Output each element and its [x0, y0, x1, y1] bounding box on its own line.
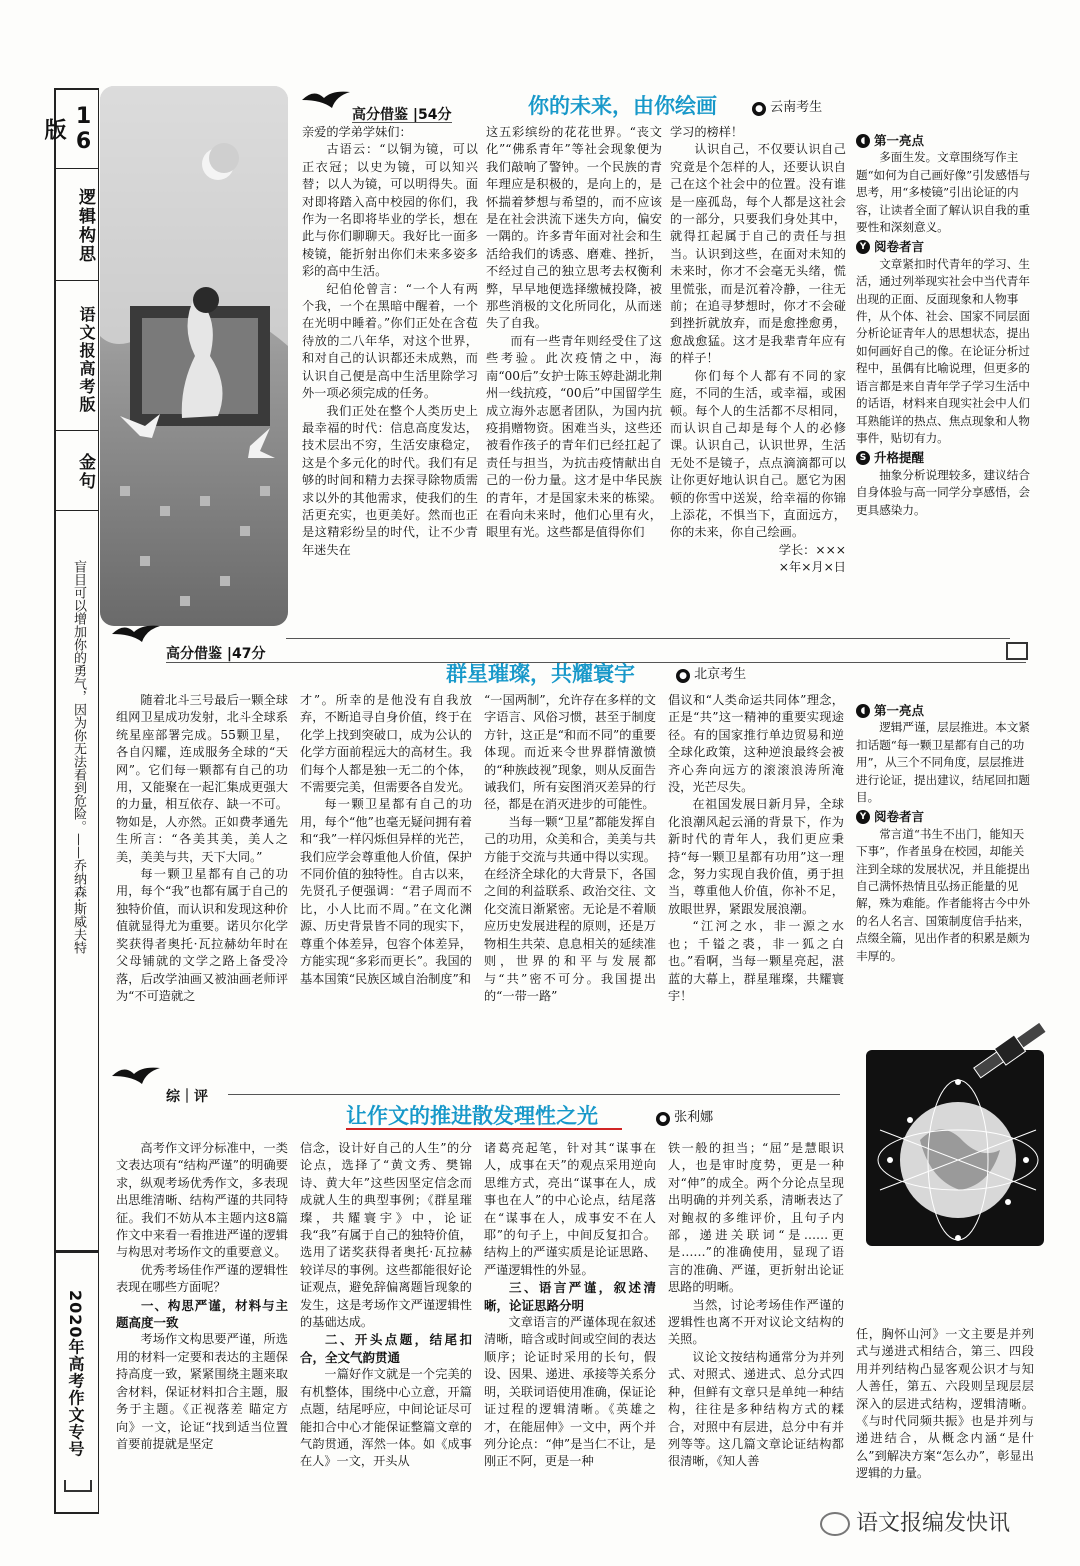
- section-label: 高分借鉴 |47分: [166, 646, 266, 662]
- note-grader: Y 阅卷者言: [856, 238, 1034, 255]
- article3-col3: 诸葛亮起笔，针对其“谋事在人，成事在天”的观点采用逆向思维方式，亮出“谋事在人，成事也在人”的中心论点，结尾落在“谋事在人，成事安不在人耶”的句子上，中间反复扣合。结构上的严谨实质是论证思路、严谨逻辑性的外显。 三、语言严谨，叙述清晰，论证思路分明 文章语言的严谨体现在叙述清晰，暗含或时间或空间的表达顺序；论证时采用的长句，假设、因果、递进、承接等关系分明，关联词语使用准确，保证论证过程的逻辑清晰。《英雄之才，在能屈伸》一文中，两个并列分论点：“伸”是当仁不让，是刚正不阿，更是一种: [484, 1141, 656, 1469]
- subheading: 一、构思严谨，材料与主题高度一致: [116, 1297, 288, 1331]
- article3-col2: 信念，设计好自己的人生”的分论点，选择了“黄文秀、樊锦诗、黄大年”这些因坚定信念而成就人生的典型事例；《群星璀璨，共耀寰宇》中，论证我“我”有属于自己的独特价值，选用了诺奖获得者奥托·瓦拉赫较详尽的事例。这些都能很好论证观点，避免辞偏离题旨现象的发生，这是考场作文严谨逻辑性的基础达成。 二、开头点题，结尾扣合，全文气韵贯通 一篇好作文就是一个完美的有机整体，围绕中心立意，开篇点题，结尾呼应，中间论证尽可能扣合中心才能保证整篇文章的气韵贯通，浑然一体。如《成事在人》一文，开头从: [300, 1141, 472, 1469]
- article2-col3: “一国两制”，允许存在多样的文字语言、风俗习惯，甚至于制度方针，这正是“和而不同”的重要体现。而近来令世界群情激愤的“种族歧视”现象，则从反面告诫我们，所有妄图消灭差异的行径，都是在消灭进步的可能性。 当每一颗“卫星”都能发挥自己的功用，众美和合，美美与共方能于交流与共通中得以实现。在经济全球化的大背景下，各国之间的利益联系、政治交往、文化交流日渐紧密。无论是不着顺应历史发展进程的原则，还是万物相生共荣、息息相关的延续准则，世界的和平与发展都与“共”密不可分。我国提出的“一带一路”: [484, 693, 656, 1003]
- article3-col4: 铁一般的担当；“屈”是慧眼识人，也是审时度势，更是一种对“伸”的成全。两个分论点呈现出明确的并列关系，清晰表达了对鲍叔的多维评价，且句子内部，递进关联词“是……更是……”的准确使用，显现了语言的准确、严谨，更折射出论证思路的明晰。 当然，讨论考场佳作严谨的逻辑性也离不开对议论文结构的关照。 议论文按结构通常分为并列式、对照式、递进式、总分式四种，但鲜有文章只是单纯一种结构，往往是多种结构方式的糅合，对照中有层进，总分中有并列等等。这几篇文章论证结构都很清晰，《知人善: [668, 1141, 844, 1469]
- section-label: 综｜评: [166, 1089, 208, 1105]
- article1-col1: 亲爱的学弟学妹们： 古语云：“以铜为镜，可以正衣冠；以史为镜，可以知兴替；以人为镜，可以明得失。面对即将踏入高中校园的你们，我作为一名即将毕业的学长，想在此与你们聊聊天。我好比一面多棱镜，能折射出你们未来多姿多彩的高中生活。 纪伯伦曾言：“一个人有两个我，一个在黑暗中醒着，一个在光明中睡着。”你们正处在含苞待放的二八年华，对这个世界，和对自己的认识都还未成熟，而认识自己便是高中生活里除学习外一项必须完成的任务。 我们正处在整个人类历史上最幸福的时代：信息高度发达，技术层出不穷，生活安康稳定，这是个多元化的时代。我们有足够的时间和精力去探寻除物质需求以外的其他需求，使我们的生活更充实，也更美好。然而也正是这精彩纷呈的时代，让不少青年迷失在: [302, 125, 478, 557]
- section-label: 高分借鉴 |54分: [352, 107, 452, 123]
- title-underline: [346, 1128, 622, 1130]
- bird-icon: [112, 1064, 160, 1086]
- speaker-icon: ◖: [856, 134, 870, 148]
- page-number: 16版: [41, 104, 96, 154]
- article2-comments: ◖ 第一亮点 逻辑严谨，层层推进。本文紧扣话题“每一颗卫星都有自己的功用”，从三个不同角度，层层推进进行论证，提出建议，结尾回扣题目。 Y 阅卷者言 常言道“书生不出门，能知天下事”，作者虽身在校园，却能关注到全球的发展状况，并且能提出自己满怀热情且弘扬正能量的见解，殊为难能。作者能将古今中外的名人名言、国策制度信手拈来，点缀全篇，见出作者的积累是颇为丰厚的。: [856, 700, 1034, 1000]
- illustration-girl-moon: [100, 86, 288, 626]
- subheading: 三、语言严谨，叙述清晰，论证思路分明: [484, 1280, 656, 1313]
- note-grader: Y 阅卷者言: [856, 808, 1034, 825]
- wechat-icon: [820, 1512, 850, 1536]
- speaker-icon: ◖: [856, 704, 870, 718]
- y-badge-icon: Y: [856, 240, 870, 254]
- satellite-earth-illustration: [860, 1010, 1050, 1260]
- corner-ornament-icon: [1006, 642, 1028, 660]
- article3-col1: 高考作文评分标准中，一类文表达项有“结构严谨”的明确要求，纵观考场优秀作文，多表现出思维清晰、结构严谨的共同特征。我们不妨从本主题内这8篇作文中来看一看推进严谨的逻辑与构思对考场作文的重要意义。 优秀考场佳作严谨的逻辑性表现在哪些方面呢？ 一、构思严谨，材料与主题高度一致 考场作文构思要严谨，所选用的材料一定要和表达的主题保持高度一致，紧紧围绕主题来取舍材料，保证材料扣合主题，服务于主题。《正视落差 瞄定方向》一文，论证“找到适当位置首要前提就是坚定: [116, 1141, 288, 1451]
- article1-comments: ◖ 第一亮点 多面生发。文章围绕写作主题“如何为自己画好像”引发感悟与思考，用“多棱镜”引出论证的内容，让读者全面了解认识自我的重要性和深刻意义。 Y 阅卷者言 文章紧扣时代青年的学习、生活，通过列举现实社会中当代青年出现的正面、反面现象和人物事件，从个体、社会、国家不同层面分析论证青年人的思想状态，提出如何画好自己的像。在论证分析过程中，虽偶有比喻说理，但更多的语言都是来自青年学子学习生活中的话语，材料来自现实社会中人们耳熟能详的热点、焦点现象和人物事件，贴切有力。 S 升格提醒 抽象分析说理较多，建议结合自身体验与高一同学分享感悟，会更具感染力。: [856, 130, 1034, 610]
- article-title: 群星璀璨，共耀寰宇: [446, 662, 635, 686]
- article1-col3: 学习的榜样！ 认识自己，不仅要认识自己究竟是个怎样的人，还要认识自己在这个社会中的位置。没有谁是一座孤岛，每个人都是这社会的一部分，只要我们身处其中，就得扛起属于自己的责任与担当。认识到这些，在面对未知的未来时，你才不会毫无头绪，慌里慌张，而是沉着冷静，一往无前；在追寻梦想时，你才不会碰到挫折就放弃，而是愈挫愈勇，愈战愈猛。这才是我辈青年应有的样子！ 你们每个人都有不同的家庭，不同的生活，或幸福，或困顿。每个人的生活都不尽相同，而认识自己却是每个人的必修课。认识自己，认识世界，生活无处不是镜子，点点滴滴都可以让你更好地认识自己。愿它为困顿的你雪中送炭，给幸福的你锦上添花，不惧当下，直面远方，你的未来，你自己绘画。 学长：××× ×年×月×日: [670, 125, 846, 575]
- special-issue-label: 2020年高考作文专号: [66, 1290, 85, 1458]
- author: ● 云南考生: [752, 96, 822, 116]
- paper-name: 语文报高考版: [77, 306, 96, 414]
- bird-icon: [302, 88, 350, 110]
- watermark: 语文报编发快讯: [820, 1506, 1010, 1537]
- s-badge-icon: S: [856, 451, 870, 465]
- article-title: 让作文的推进散发理性之光: [346, 1104, 598, 1128]
- golden-quote: 盲目可以增加你的勇气，因为你无法看到危险。——乔纳森·斯威夫特: [71, 560, 86, 955]
- note-upgrade: S 升格提醒: [856, 449, 1034, 466]
- column-name: 金句: [75, 453, 95, 491]
- left-rail: [41, 88, 99, 1514]
- article3-col5: 任，胸怀山河》一文主要是并列式与递进式相结合，第三、四段用并列结构凸显客观公识才与知人善任，第五、六段则呈现层层深入的层进式结构，逻辑清晰。《与时代同频共振》也是并列与递进结合，从概念内涵“是什么”到解决方案“怎么办”，彰显出逻辑的力量。: [856, 1327, 1034, 1481]
- article1-col2: 这五彩缤纷的花花世界。“丧文化”“佛系青年”等社会现象便为我们敲响了警钟。一个民族的青年理应是积极的，是向上的，是怀揣着梦想与希望的，而不应该是在社会洪流下迷失方向，偏安一隅的。许多青年面对社会和生活给我们的诱惑、磨难、挫折，不经过自己的独立思考去权衡利弊，早早地便选择缴械投降，被那些消极的文化所同化，从而迷失了自我。 而有一些青年则经受住了这些考验。此次疫情之中，海南“00后”女护士陈玉婷赴湖北荆州一线抗疫，“00后”中国留学生成立海外志愿者团队，为国内抗疫捐赠物资。困难当头，这些还被看作孩子的青年们已经扛起了责任与担当，为抗击疫情献出自己的一份力量。这才是中华民族的青年，才是国家未来的栋梁。在看向未来时，他们心里有火，眼里有光。这些都是值得你们: [486, 125, 662, 540]
- corner-ornament-icon: [64, 1480, 92, 1492]
- article-title: 你的未来，由你绘画: [528, 94, 717, 118]
- article2-col1: 随着北斗三号最后一颗全球组网卫星成功发射，北斗全球系统星座部署完成。55颗卫星，各自闪耀，连成服务全球的“天网”。它们每一颗都有自己的功用，又能聚在一起汇集成更强大的力量，相互依存、缺一不可。物如是，人亦然。正如费孝通先生所言：“各美其美，美人之美，美美与共，天下大同。” 每一颗卫星都有自己的功用，每个“我”也都有属于自己的独特价值，而认识和发现这种价值就显得尤为重要。诺贝尔化学奖获得者奥托·瓦拉赫幼年时在父母铺就的文学之路上备受冷落，后改学油画又被油画老师评为“不可造就之: [116, 693, 288, 1003]
- section-name: 逻辑构思: [75, 188, 95, 264]
- article2-col4: 倡议和“人类命运共同体”理念，正是“共”这一精神的重要实现途径。有的国家推行单边贸易和逆全球化政策，这种逆浪最终会被齐心奔向远方的滚滚浪涛所淹没，光芒尽失。 在祖国发展日新月异，全球化浪潮风起云涌的背景下，作为新时代的青年人，我们更应秉持“每一颗卫星都有功用”这一理念，努力实现自我价值，勇于担当，尊重他人价值，你补不足，放眼世界，紧跟发展浪潮。 “江河之水，非一源之水也；千镒之裘，非一狐之白也。”看啊，当每一颗星亮起，湛蓝的大幕上，群星璀璨，共耀寰宇！: [668, 693, 844, 1003]
- article2-col2: 才”。所幸的是他没有自我放弃，不断追寻自身价值，终于在化学上找到突破口，成为公认的化学方面前程远大的高材生。我们每个人都是独一无二的个体，不需要完美，但需要各自发光。 每一颗卫星都有自己的功用，每个“他”也毫无疑问拥有着和“我”一样闪烁但异样的光芒，我们应学会尊重他人价值，保护不同价值的独特性。自古以来，先贤孔子便强调：“君子周而不比，小人比而不周。”在文化渊源、历史背景皆不同的现实下，尊重个体差异，包容个体差异，方能实现“多彩而更长”。我国的基本国策“民族区域自治制度”和: [300, 693, 472, 986]
- bird-icon: [112, 622, 160, 644]
- author: ● 北京考生: [676, 663, 746, 683]
- author: ● 张利娜: [656, 1106, 713, 1126]
- subheading: 二、开头点题，结尾扣合，全文气韵贯通: [300, 1332, 472, 1365]
- note-highlight: ◖ 第一亮点: [856, 702, 1034, 719]
- y-badge-icon: Y: [856, 810, 870, 824]
- note-highlight: ◖ 第一亮点: [856, 132, 1034, 149]
